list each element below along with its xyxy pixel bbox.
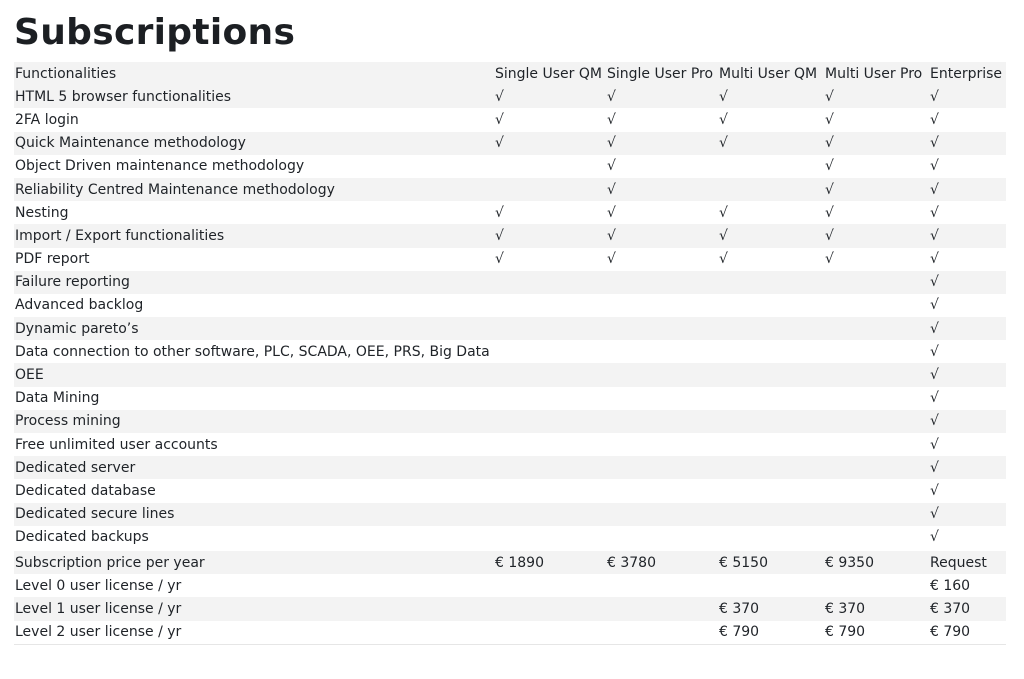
price-cell-single-user-pro [606,574,718,597]
check-cell-single-user-pro: √ [607,111,616,128]
check-cell-multi-user-qm: √ [719,135,728,152]
check-cell-single-user-pro: √ [607,181,616,198]
check-cell-enterprise: √ [930,367,939,384]
header-functionalities: Functionalities [15,65,117,82]
feature-row [14,132,1006,155]
check-cell-multi-user-qm [718,433,824,456]
feature-row [14,108,1006,131]
price-name: Level 1 user license / yr [15,600,182,617]
check-cell-enterprise: √ [930,227,939,244]
check-cell-single-user-qm: √ [495,227,504,244]
header-single-user-pro: Single User Pro [607,65,714,82]
price-cell-multi-user-qm [718,574,824,597]
price-cell-single-user-pro: € 3780 [606,550,718,574]
check-cell-enterprise: √ [930,111,939,128]
feature-row [14,387,1006,410]
check-cell-multi-user-qm [718,340,824,363]
feature-rows [14,85,1006,550]
check-cell-enterprise: √ [930,88,939,105]
feature-row [14,248,1006,271]
price-cell-enterprise: € 370 [930,600,971,617]
feature-name: Dedicated database [15,482,156,499]
feature-name: OEE [15,367,44,384]
table-header [14,62,1006,85]
feature-row [14,433,1006,456]
check-cell-single-user-pro: √ [607,227,616,244]
check-cell-single-user-qm [494,317,606,340]
check-cell-single-user-pro: √ [607,204,616,221]
check-cell-multi-user-pro: √ [825,111,834,128]
check-cell-multi-user-pro [824,479,929,502]
check-cell-multi-user-pro: √ [825,227,834,244]
check-cell-single-user-qm [494,456,606,479]
check-cell-multi-user-pro: √ [825,181,834,198]
check-cell-single-user-pro [606,526,718,550]
check-cell-multi-user-qm [718,294,824,317]
check-cell-enterprise: √ [930,204,939,221]
feature-name: Advanced backlog [15,297,144,314]
check-cell-multi-user-qm [718,456,824,479]
check-cell-single-user-pro [606,503,718,526]
feature-name: Nesting [15,204,69,221]
feature-name: Quick Maintenance methodology [15,135,246,152]
feature-row [14,201,1006,224]
price-cell-single-user-qm: € 1890 [494,550,606,574]
feature-name: HTML 5 browser functionalities [15,88,232,105]
check-cell-single-user-pro [606,433,718,456]
check-cell-single-user-pro [606,387,718,410]
check-cell-enterprise: √ [930,482,939,499]
check-cell-multi-user-qm [718,526,824,550]
feature-row [14,340,1006,363]
header-multi-user-pro: Multi User Pro [825,65,923,82]
check-cell-enterprise: √ [930,390,939,407]
check-cell-multi-user-pro [824,410,929,433]
check-cell-multi-user-qm: √ [719,227,728,244]
check-cell-multi-user-pro [824,271,929,294]
check-cell-enterprise: √ [930,274,939,291]
feature-name: Failure reporting [15,274,130,291]
feature-name: Object Driven maintenance methodology [15,158,305,175]
feature-row [14,526,1006,550]
price-cell-multi-user-qm: € 790 [718,621,824,645]
check-cell-multi-user-qm [718,178,824,201]
check-cell-multi-user-qm: √ [719,88,728,105]
check-cell-enterprise: √ [930,343,939,360]
check-cell-single-user-qm [494,340,606,363]
check-cell-enterprise: √ [930,459,939,476]
check-cell-single-user-pro [606,294,718,317]
check-cell-enterprise: √ [930,529,939,546]
price-row [14,574,1006,597]
check-cell-single-user-qm [494,155,606,178]
feature-name: 2FA login [15,111,79,128]
check-cell-single-user-pro [606,456,718,479]
check-cell-single-user-qm [494,363,606,386]
price-row [14,621,1006,645]
feature-name: Data Mining [15,390,100,407]
check-cell-single-user-pro: √ [607,88,616,105]
feature-row [14,363,1006,386]
check-cell-multi-user-pro [824,294,929,317]
price-cell-multi-user-qm: € 5150 [718,550,824,574]
check-cell-enterprise: √ [930,436,939,453]
price-cell-enterprise: Request [929,550,1006,574]
price-name: Subscription price per year [14,550,494,574]
check-cell-single-user-qm [494,433,606,456]
check-cell-multi-user-qm [718,387,824,410]
feature-row [14,317,1006,340]
check-cell-single-user-qm: √ [495,111,504,128]
check-cell-multi-user-pro: √ [825,204,834,221]
header-multi-user-qm: Multi User QM [719,65,818,82]
feature-row [14,155,1006,178]
feature-name: Import / Export functionalities [15,227,225,244]
price-name: Level 2 user license / yr [14,621,494,645]
feature-row [14,294,1006,317]
check-cell-multi-user-qm: √ [719,111,728,128]
feature-name: Dedicated backups [15,529,149,546]
check-cell-multi-user-qm [718,155,824,178]
header-enterprise: Enterprise [930,65,1003,82]
check-cell-multi-user-qm [718,410,824,433]
price-row [14,550,1006,574]
header-row [14,62,1006,85]
check-cell-enterprise: √ [930,251,939,268]
check-cell-single-user-qm [494,503,606,526]
price-cell-multi-user-qm: € 370 [719,600,760,617]
check-cell-single-user-qm: √ [495,204,504,221]
check-cell-single-user-pro: √ [607,135,616,152]
subscriptions-table [14,62,1006,645]
check-cell-multi-user-pro: √ [825,158,834,175]
feature-name: Free unlimited user accounts [15,436,218,453]
check-cell-multi-user-pro: √ [825,251,834,268]
feature-row [14,503,1006,526]
feature-name: Dedicated secure lines [15,506,175,523]
check-cell-single-user-qm [494,526,606,550]
check-cell-single-user-qm [494,271,606,294]
check-cell-multi-user-pro [824,363,929,386]
check-cell-enterprise: √ [930,320,939,337]
check-cell-single-user-pro [606,340,718,363]
check-cell-multi-user-qm [718,271,824,294]
check-cell-enterprise: √ [930,297,939,314]
check-cell-multi-user-pro [824,456,929,479]
check-cell-single-user-pro [606,271,718,294]
price-row [14,597,1006,620]
price-name: Level 0 user license / yr [15,577,182,594]
check-cell-multi-user-qm [718,317,824,340]
price-cell-multi-user-pro: € 790 [824,621,929,645]
check-cell-single-user-qm [494,178,606,201]
check-cell-multi-user-pro [824,317,929,340]
page-title: Subscriptions [14,12,296,53]
check-cell-multi-user-qm: √ [719,251,728,268]
feature-name: Dynamic pareto’s [15,320,139,337]
price-cell-single-user-qm [494,597,606,620]
check-cell-single-user-pro: √ [607,251,616,268]
price-cell-single-user-pro [606,621,718,645]
check-cell-single-user-pro [606,410,718,433]
price-cell-multi-user-pro [824,574,929,597]
check-cell-multi-user-qm [718,503,824,526]
feature-row [14,410,1006,433]
check-cell-single-user-pro [606,363,718,386]
check-cell-multi-user-pro [824,503,929,526]
check-cell-multi-user-pro: √ [825,88,834,105]
check-cell-multi-user-pro [824,387,929,410]
check-cell-multi-user-pro [824,433,929,456]
check-cell-single-user-pro [606,479,718,502]
check-cell-enterprise: √ [930,181,939,198]
feature-name: Process mining [15,413,121,430]
check-cell-single-user-pro: √ [607,158,616,175]
feature-name: Data connection to other software, PLC, SCADA, OEE, PRS, Big Data [15,343,490,360]
feature-row [14,85,1006,108]
feature-row [14,224,1006,247]
price-cell-multi-user-pro: € 9350 [824,550,929,574]
price-cell-single-user-qm [494,621,606,645]
check-cell-single-user-qm [494,294,606,317]
feature-name: PDF report [15,251,90,268]
check-cell-multi-user-pro: √ [825,135,834,152]
price-cell-enterprise: € 790 [929,621,1006,645]
price-cell-multi-user-pro: € 370 [825,600,866,617]
check-cell-single-user-qm [494,410,606,433]
check-cell-single-user-qm [494,387,606,410]
price-cell-enterprise: € 160 [930,577,971,594]
price-rows [14,550,1006,644]
feature-row [14,271,1006,294]
check-cell-enterprise: √ [930,506,939,523]
check-cell-multi-user-pro [824,340,929,363]
check-cell-multi-user-pro [824,526,929,550]
check-cell-single-user-qm [494,479,606,502]
check-cell-single-user-qm: √ [495,135,504,152]
check-cell-multi-user-qm [718,363,824,386]
feature-name: Reliability Centred Maintenance methodology [15,181,335,198]
check-cell-single-user-qm: √ [495,88,504,105]
feature-row [14,479,1006,502]
header-single-user-qm: Single User QM [495,65,602,82]
check-cell-enterprise: √ [930,135,939,152]
check-cell-enterprise: √ [930,158,939,175]
check-cell-enterprise: √ [930,413,939,430]
feature-row [14,178,1006,201]
check-cell-multi-user-qm: √ [719,204,728,221]
price-cell-single-user-qm [494,574,606,597]
check-cell-multi-user-qm [718,479,824,502]
feature-name: Dedicated server [15,459,136,476]
price-cell-single-user-pro [606,597,718,620]
check-cell-single-user-qm: √ [495,251,504,268]
feature-row [14,456,1006,479]
check-cell-single-user-pro [606,317,718,340]
